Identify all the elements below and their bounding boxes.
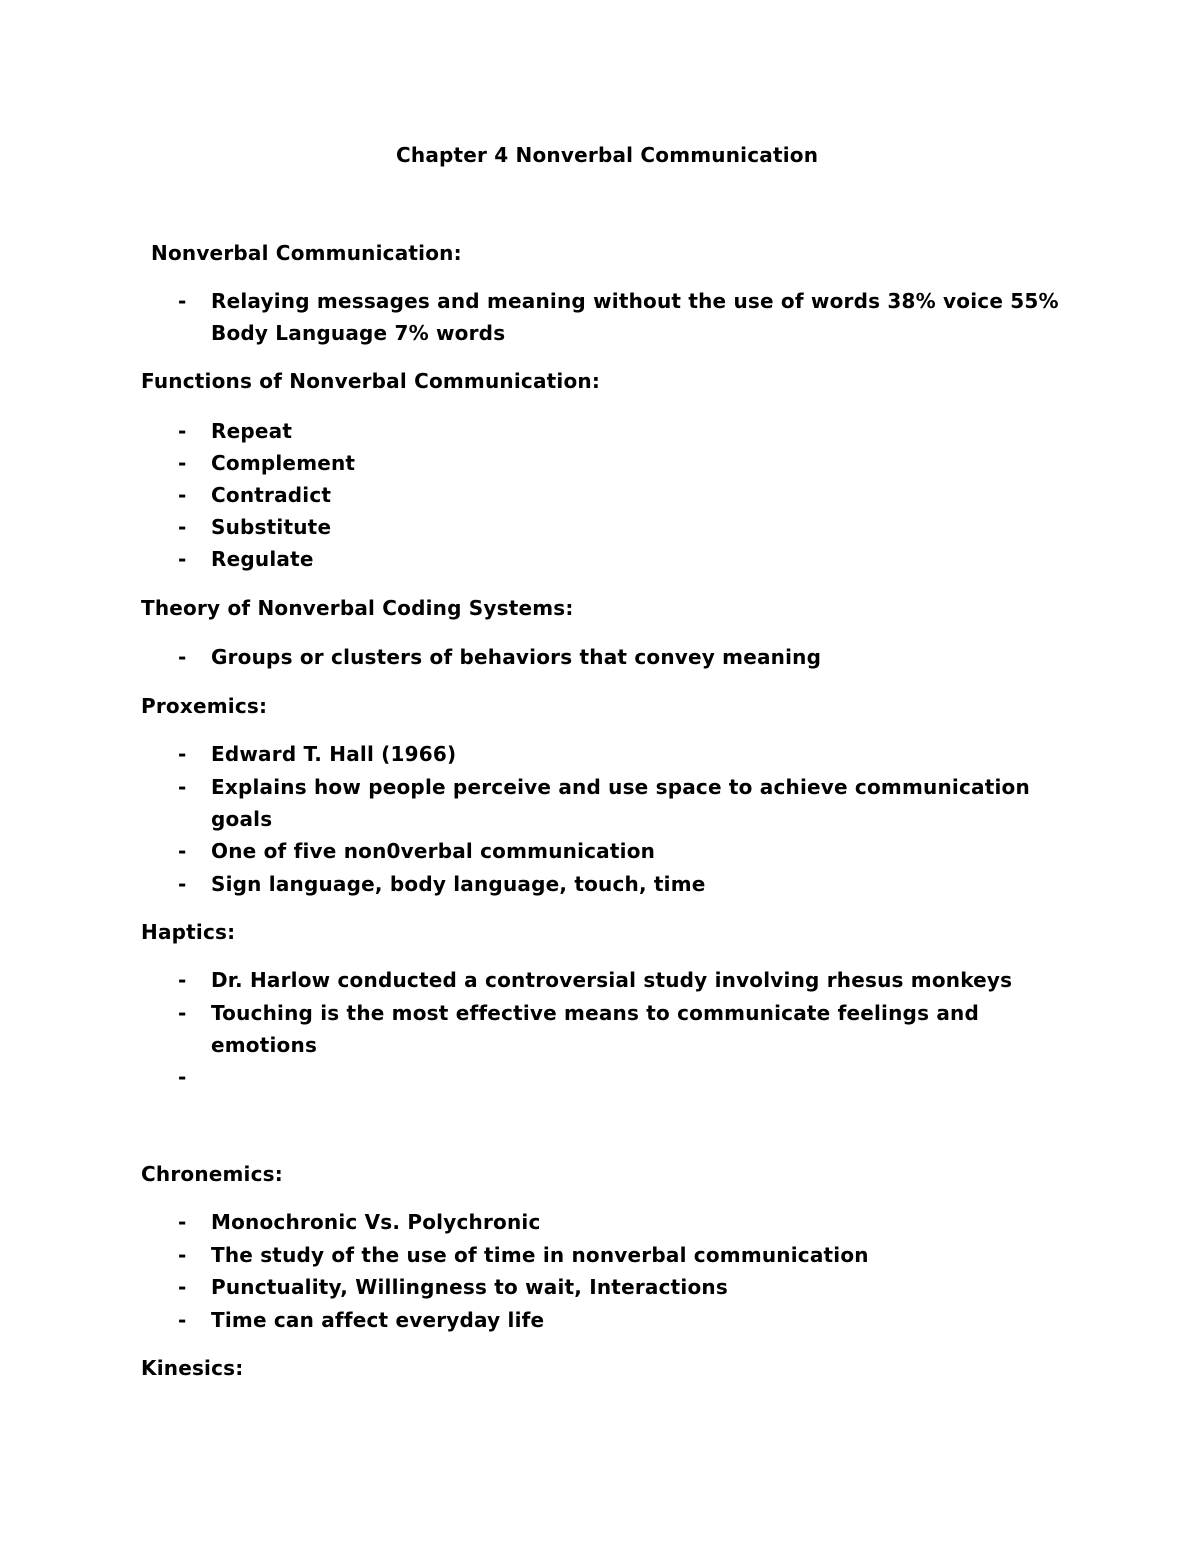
bullet-dash: - [178, 1275, 187, 1299]
bullet-dash: - [178, 742, 187, 766]
bullet-dash: - [178, 1065, 187, 1089]
section-heading-theory: Theory of Nonverbal Coding Systems: [141, 596, 574, 620]
list-item: Contradict [211, 483, 332, 507]
section-heading-functions: Functions of Nonverbal Communication: [141, 369, 601, 393]
page-title: Chapter 4 Nonverbal Communication [396, 143, 819, 167]
section-heading-chronemics: Chronemics: [141, 1162, 283, 1186]
list-item: Regulate [211, 547, 314, 571]
list-item: Substitute [211, 515, 332, 539]
bullet-dash: - [178, 645, 187, 669]
bullet-dash: - [178, 451, 187, 475]
bullet-dash: - [178, 547, 187, 571]
list-item: emotions [211, 1033, 318, 1057]
bullet-dash: - [178, 1001, 187, 1025]
bullet-dash: - [178, 289, 187, 313]
list-item: One of five non0verbal communication [211, 839, 656, 863]
list-item: Explains how people perceive and use space to achieve communication [211, 775, 1030, 799]
bullet-dash: - [178, 1308, 187, 1332]
list-item: The study of the use of time in nonverbal communication [211, 1243, 869, 1267]
bullet-dash: - [178, 1243, 187, 1267]
list-item: Groups or clusters of behaviors that convey meaning [211, 645, 822, 669]
list-item: Edward T. Hall (1966) [211, 742, 457, 766]
list-item: goals [211, 807, 273, 831]
bullet-dash: - [178, 968, 187, 992]
bullet-dash: - [178, 872, 187, 896]
list-item: Time can affect everyday life [211, 1308, 545, 1332]
list-item: Repeat [211, 419, 293, 443]
bullet-dash: - [178, 419, 187, 443]
section-heading-haptics: Haptics: [141, 920, 236, 944]
bullet-dash: - [178, 1210, 187, 1234]
list-item: Relaying messages and meaning without the use of words 38% voice 55% [211, 289, 1059, 313]
list-item: Monochronic Vs. Polychronic [211, 1210, 541, 1234]
bullet-dash: - [178, 775, 187, 799]
bullet-dash: - [178, 483, 187, 507]
bullet-dash: - [178, 839, 187, 863]
section-heading-nonverbal: Nonverbal Communication: [151, 241, 462, 265]
list-item: Punctuality, Willingness to wait, Interactions [211, 1275, 728, 1299]
section-heading-proxemics: Proxemics: [141, 694, 268, 718]
list-item: Dr. Harlow conducted a controversial study involving rhesus monkeys [211, 968, 1013, 992]
section-heading-kinesics: Kinesics: [141, 1356, 244, 1380]
bullet-dash: - [178, 515, 187, 539]
list-item: Complement [211, 451, 356, 475]
list-item: Sign language, body language, touch, time [211, 872, 706, 896]
list-item: Touching is the most effective means to communicate feelings and [211, 1001, 979, 1025]
list-item: Body Language 7% words [211, 321, 506, 345]
